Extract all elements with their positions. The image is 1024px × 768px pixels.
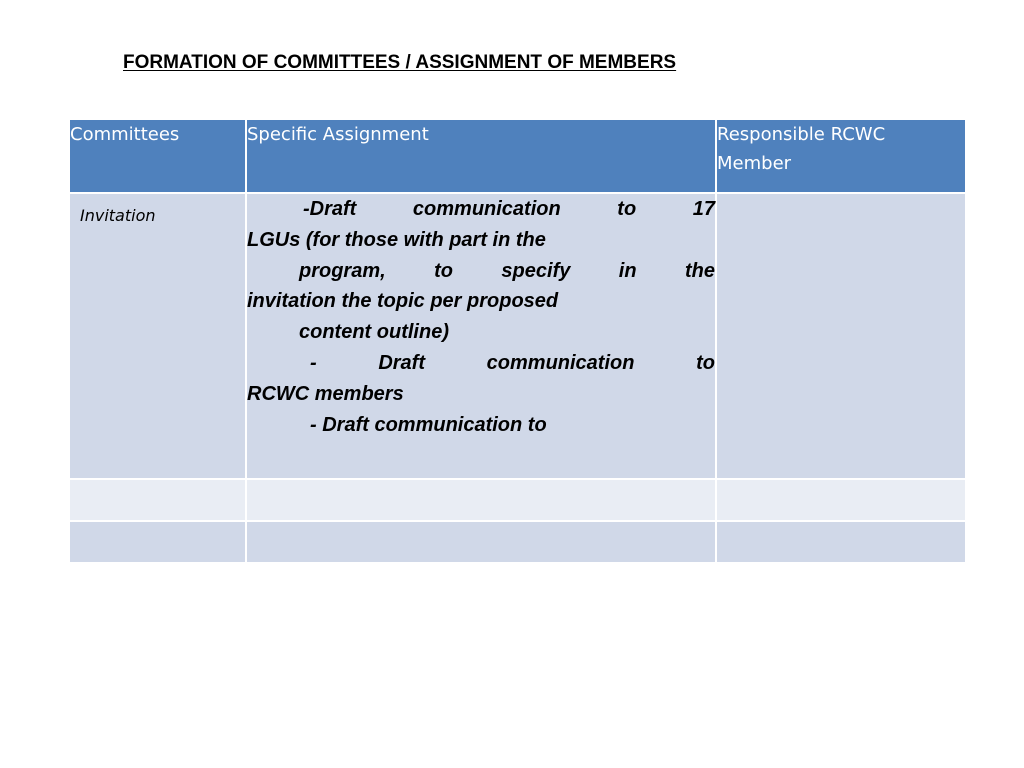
page-title: FORMATION OF COMMITTEES / ASSIGNMENT OF MEMBERS <box>123 52 677 73</box>
assignment-line: - Draft communication to <box>310 413 547 436</box>
assignment-line: - Draft communication to <box>310 351 715 374</box>
assignment-line: RCWC members <box>247 382 404 405</box>
committee-cell <box>69 479 246 521</box>
committee-name: Invitation <box>80 206 156 225</box>
assignment-cell <box>246 193 716 479</box>
header-specific-assignment <box>246 119 716 193</box>
table-row <box>69 479 966 521</box>
committees-table <box>68 118 967 564</box>
table-row <box>69 193 966 479</box>
assignment-line: program, to specify in the <box>299 259 715 282</box>
responsible-cell <box>716 521 966 563</box>
assignment-line: content outline) <box>299 321 449 344</box>
table-row <box>69 521 966 563</box>
header-responsible-line-1: Responsible RCWC <box>717 124 886 145</box>
header-responsible-line-2: Member <box>717 153 792 174</box>
table-header-row <box>69 119 966 193</box>
committee-cell <box>69 521 246 563</box>
header-committees <box>69 119 246 193</box>
responsible-cell <box>716 193 966 479</box>
assignment-cell <box>246 521 716 563</box>
assignment-line: -Draft communication to 17 <box>303 198 715 220</box>
header-responsible-member <box>716 119 966 193</box>
header-committees-label: Committees <box>70 124 180 145</box>
assignment-cell <box>246 479 716 521</box>
header-specific-assignment-label: Specific Assignment <box>247 124 429 145</box>
assignment-line: LGUs (for those with part in the <box>247 228 546 251</box>
assignment-line: invitation the topic per proposed <box>247 290 559 313</box>
responsible-cell <box>716 479 966 521</box>
committee-cell <box>69 193 246 479</box>
